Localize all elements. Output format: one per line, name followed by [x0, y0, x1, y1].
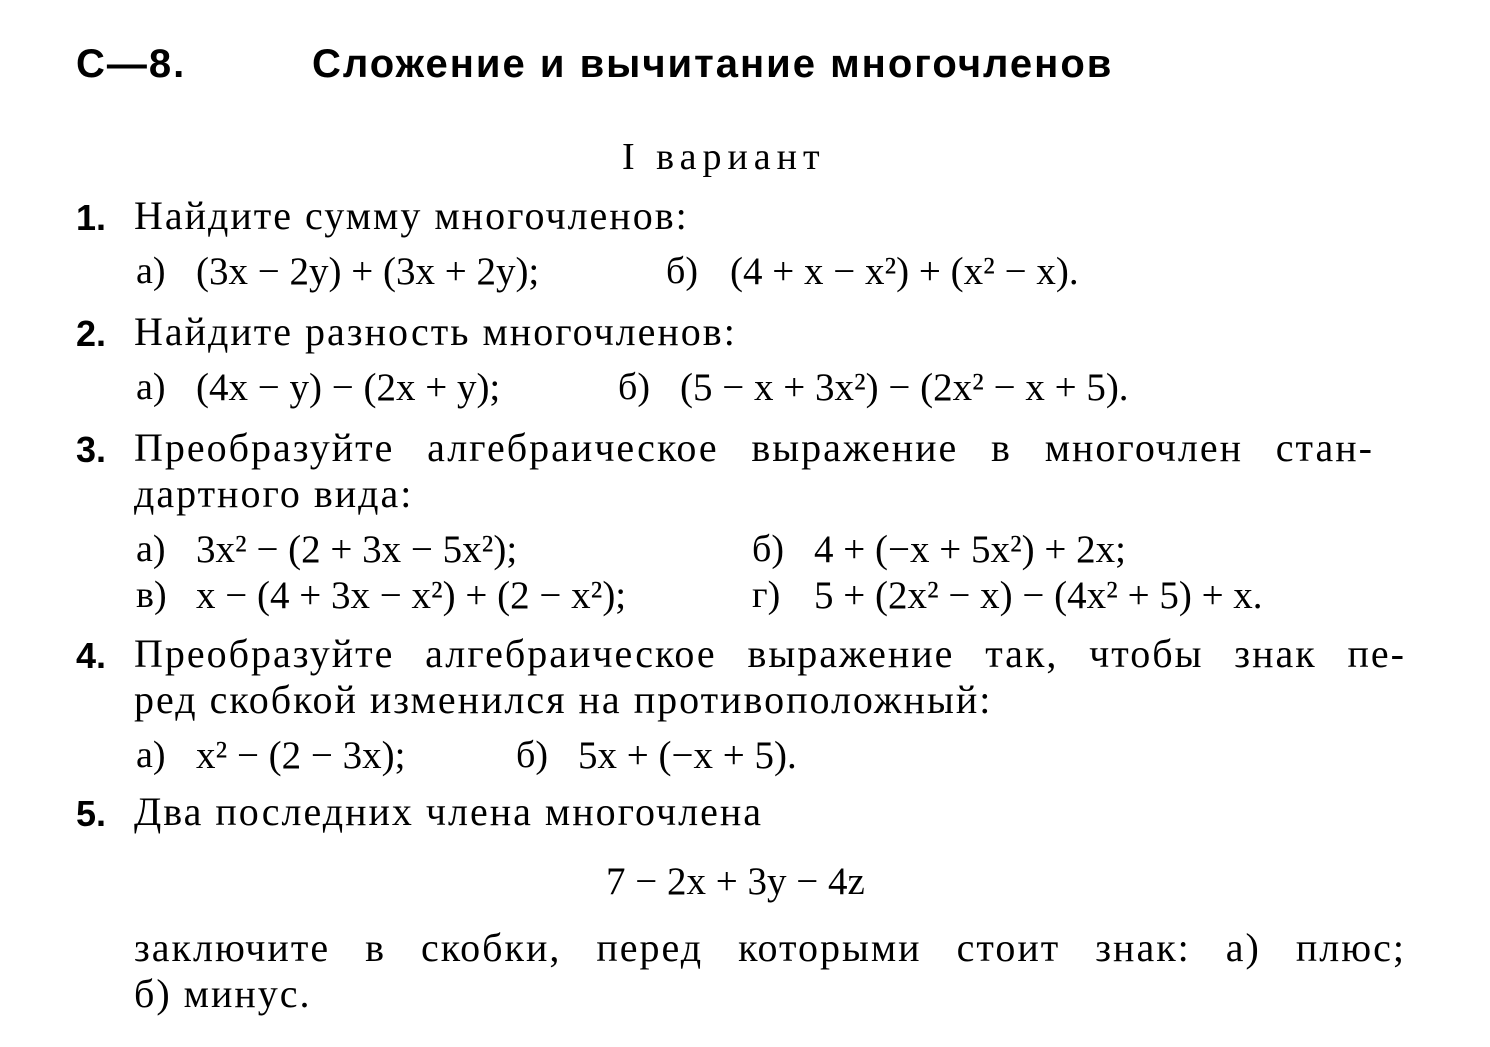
task-text-3-line-2: дартного вида:: [134, 471, 414, 516]
task-3b-expression: 4 + (−x + 5x²) + 2x;: [814, 528, 1126, 571]
task-3g-label: г): [752, 574, 781, 616]
task-number-3: 3.: [76, 429, 107, 470]
task-2b-label: б): [618, 366, 650, 408]
task-number-4: 4.: [76, 635, 107, 676]
task-3b-label: б): [752, 528, 784, 570]
task-text-4-line-1: Преобразуйте алгебраическое выражение так, чтобы знак пе-: [134, 631, 1406, 676]
task-text-5-line-3: б) минус.: [134, 971, 312, 1016]
task-text-4-line-2: ред скобкой изменился на противоположный:: [134, 677, 993, 722]
task-4b-label: б): [516, 734, 548, 776]
task-number-5: 5.: [76, 793, 107, 834]
section-code: С—8.: [76, 42, 187, 86]
task-3v-expression: x − (4 + 3x − x²) + (2 − x²);: [196, 574, 627, 617]
task-3a-label: а): [136, 528, 166, 570]
task-text-3-line-1: Преобразуйте алгебраическое выражение в многочлен стан-: [134, 425, 1374, 470]
task-3a-expression: 3x² − (2 + 3x − 5x²);: [196, 528, 518, 571]
task-2a-expression: (4x − y) − (2x + y);: [196, 366, 501, 409]
task-text-1: Найдите сумму многочленов:: [134, 193, 689, 238]
task-1a-label: а): [136, 250, 166, 292]
task-4b-expression: 5x + (−x + 5).: [578, 734, 797, 777]
task-1a-expression: (3x − 2y) + (3x + 2y);: [196, 250, 540, 293]
task-1b-expression: (4 + x − x²) + (x² − x).: [730, 250, 1079, 293]
task-5-formula: 7 − 2x + 3y − 4z: [606, 860, 865, 903]
task-3v-label: в): [136, 574, 167, 616]
section-title: Сложение и вычитание многочленов: [312, 42, 1114, 86]
task-3g-expression: 5 + (2x² − x) − (4x² + 5) + x.: [814, 574, 1263, 617]
task-text-2: Найдите разность многочленов:: [134, 309, 737, 354]
task-number-2: 2.: [76, 313, 107, 354]
task-text-5: Два последних члена многочлена: [134, 789, 763, 834]
task-4a-expression: x² − (2 − 3x);: [196, 734, 406, 777]
task-1b-label: б): [666, 250, 698, 292]
task-2a-label: а): [136, 366, 166, 408]
task-number-1: 1.: [76, 197, 107, 238]
task-4a-label: а): [136, 734, 166, 776]
task-text-5-line-2: заключите в скобки, перед которыми стоит знак: а) плюс;: [134, 925, 1406, 970]
task-2b-expression: (5 − x + 3x²) − (2x² − x + 5).: [680, 366, 1129, 409]
variant-heading: I вариант: [622, 136, 826, 178]
